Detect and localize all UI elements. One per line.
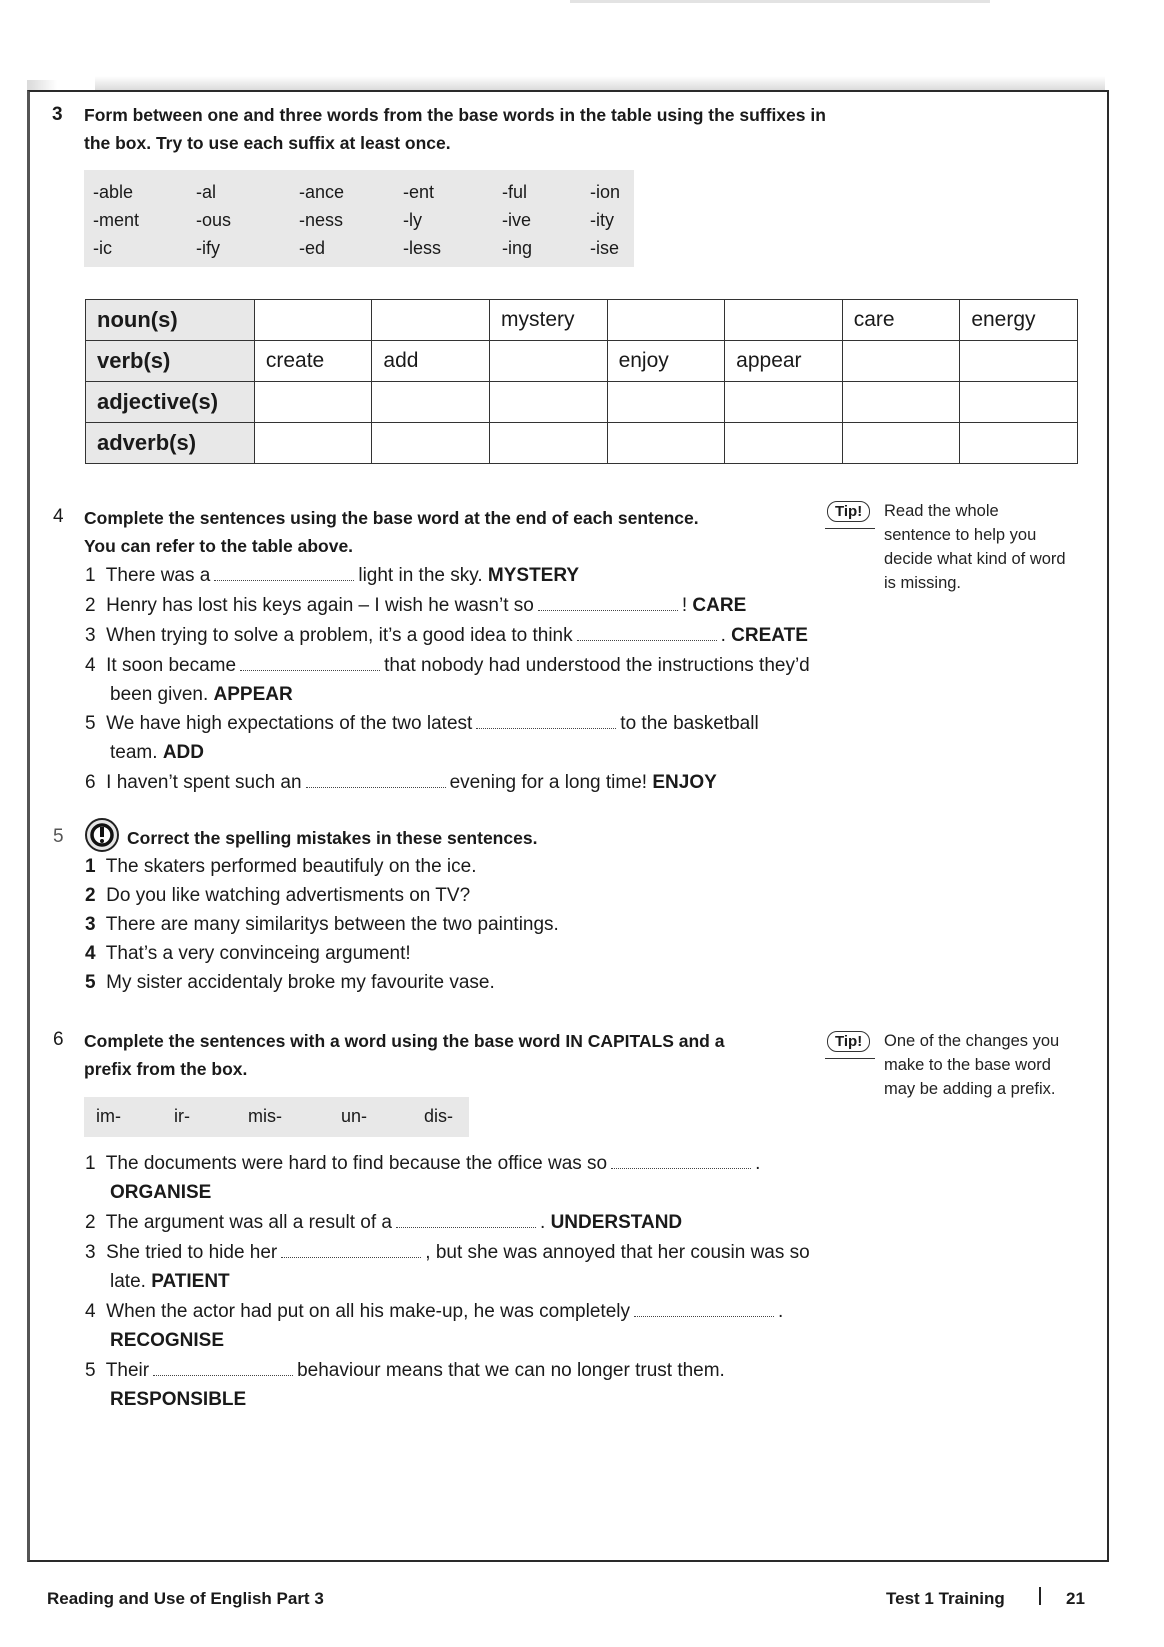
answer-blank[interactable]	[611, 1152, 751, 1169]
table-cell[interactable]	[490, 382, 608, 423]
suffix: -ing	[502, 238, 533, 258]
table-cell[interactable]	[372, 382, 490, 423]
answer-blank[interactable]	[240, 654, 380, 671]
table-cell[interactable]: mystery	[490, 300, 608, 341]
suffix: -ed	[299, 238, 326, 258]
table-cell[interactable]: care	[842, 300, 960, 341]
table-cell[interactable]	[607, 382, 725, 423]
page-number: 21	[1066, 1589, 1085, 1608]
table-row	[86, 341, 1078, 382]
list-item: 5 My sister accidentaly broke my favourite vase.	[85, 972, 495, 993]
tip-text-4: Read the whole sentence to help you decide what kind of word is missing.	[884, 502, 1066, 592]
answer-blank[interactable]	[214, 564, 354, 581]
exercise-6-number: 6	[53, 1029, 64, 1050]
tip-text-6: One of the changes you make to the base word may be adding a prefix.	[884, 1032, 1060, 1098]
exercise-6-instruction: Complete the sentences with a word using the base word IN CAPITALS and a prefix from the box.	[84, 1031, 725, 1079]
table-cell[interactable]: appear	[725, 341, 843, 382]
answer-blank[interactable]	[476, 712, 616, 729]
row-label: noun(s)	[86, 300, 255, 341]
table-cell[interactable]	[960, 382, 1078, 423]
table-cell[interactable]	[372, 423, 490, 464]
table-cell[interactable]	[960, 423, 1078, 464]
suffix: -ic	[93, 238, 112, 258]
table-cell[interactable]	[607, 300, 725, 341]
exercise-3-number: 3	[52, 104, 63, 125]
table-cell[interactable]	[842, 382, 960, 423]
ex6-sentence-3: 3 She tried to hide her , but she was annoyed that her cousin was so late. PATIENT	[85, 1242, 810, 1292]
suffix: -ify	[196, 238, 220, 258]
table-cell[interactable]	[254, 382, 372, 423]
answer-blank[interactable]	[153, 1359, 293, 1376]
suffix: -less	[403, 238, 442, 258]
table-cell[interactable]	[372, 300, 490, 341]
suffix: -ness	[299, 210, 344, 230]
prefix-box	[84, 1097, 469, 1137]
table-cell[interactable]	[607, 423, 725, 464]
exercise-4-instruction: Complete the sentences using the base word at the end of each sentence. You can refer to the table above.	[84, 508, 699, 556]
table-row	[86, 382, 1078, 423]
exercise-4-number: 4	[53, 506, 64, 527]
suffix: -ance	[299, 182, 345, 202]
top-scan-line	[570, 0, 990, 3]
row-label: adverb(s)	[86, 423, 255, 464]
table-cell[interactable]	[842, 423, 960, 464]
table-cell[interactable]: energy	[960, 300, 1078, 341]
prefix: mis-	[248, 1106, 282, 1126]
ex4-sentence-1: 1 There was a light in the sky. MYSTERY	[85, 565, 580, 586]
table-cell[interactable]	[725, 300, 843, 341]
tip-badge: Tip!	[827, 501, 870, 522]
table-row	[86, 423, 1078, 464]
answer-blank[interactable]	[396, 1211, 536, 1228]
table-cell[interactable]: create	[254, 341, 372, 382]
table-cell[interactable]	[960, 341, 1078, 382]
table-cell[interactable]	[725, 423, 843, 464]
table-cell[interactable]	[490, 341, 608, 382]
ex6-sentence-5: 5 Their behaviour means that we can no longer trust them. RESPONSIBLE	[85, 1360, 725, 1410]
ex4-sentence-2: 2 Henry has lost his keys again – I wish he wasn’t so ! CARE	[85, 595, 747, 616]
prefix: dis-	[424, 1106, 454, 1126]
answer-blank[interactable]	[538, 594, 678, 611]
tip-box-4	[827, 503, 870, 521]
ex6-sentence-2: 2 The argument was all a result of a . UNDERSTAND	[85, 1212, 683, 1233]
footer-section-title: Reading and Use of English Part 3	[47, 1589, 324, 1608]
word-formation-table	[85, 299, 1078, 464]
suffix: -ment	[93, 210, 140, 230]
suffix: -able	[93, 182, 134, 202]
footer-divider	[1039, 1587, 1041, 1605]
list-item: 2 Do you like watching advertisments on TV?	[85, 885, 471, 906]
row-label: verb(s)	[86, 341, 255, 382]
prefix: im-	[96, 1106, 121, 1126]
list-item: 4 That’s a very convinceing argument!	[85, 943, 411, 964]
prefix: ir-	[174, 1106, 190, 1126]
table-cell[interactable]	[842, 341, 960, 382]
tip-badge: Tip!	[827, 1031, 870, 1052]
footer-test-label: Test 1 Training	[886, 1589, 1005, 1608]
suffix: -al	[196, 182, 217, 202]
table-cell[interactable]: add	[372, 341, 490, 382]
suffix: -ly	[403, 210, 422, 230]
exercise-3-instruction: Form between one and three words from the base words in the table using the suffixes in the box. Try to use each suffix at least once.	[84, 105, 826, 153]
table-row	[86, 300, 1078, 341]
suffix: -ful	[502, 182, 528, 202]
ex6-sentence-4: 4 When the actor had put on all his make-up, he was completely . RECOGNISE	[85, 1301, 784, 1351]
prefix: un-	[341, 1106, 368, 1126]
error-warning-icon	[84, 817, 120, 853]
ex4-sentence-6: 6 I haven’t spent such an evening for a long time! ENJOY	[85, 772, 717, 793]
row-label: adjective(s)	[86, 382, 255, 423]
tip-rule	[825, 1058, 875, 1059]
answer-blank[interactable]	[634, 1300, 774, 1317]
suffix: -ive	[502, 210, 532, 230]
table-cell[interactable]	[490, 423, 608, 464]
ex6-sentence-1: 1 The documents were hard to find because the office was so . ORGANISE	[85, 1153, 761, 1203]
exercise-5-instruction: Correct the spelling mistakes in these sentences.	[127, 828, 538, 848]
exercise-5-number: 5	[53, 826, 64, 847]
answer-blank[interactable]	[281, 1241, 421, 1258]
suffix: -ous	[196, 210, 232, 230]
ex4-sentence-5: 5 We have high expectations of the two latest to the basketball team. ADD	[85, 713, 759, 763]
table-cell[interactable]: enjoy	[607, 341, 725, 382]
suffix: -ent	[403, 182, 435, 202]
table-cell[interactable]	[725, 382, 843, 423]
answer-blank[interactable]	[577, 624, 717, 641]
list-item: 3 There are many similaritys between the two paintings.	[85, 914, 559, 935]
ex5-list	[85, 852, 885, 997]
suffix: -ise	[590, 238, 620, 258]
suffix: -ity	[590, 210, 614, 230]
ex4-sentence-3: 3 When trying to solve a problem, it’s a good idea to think . CREATE	[85, 625, 808, 646]
ex4-sentence-4: 4 It soon became that nobody had understood the instructions they’d been given. APPEAR	[85, 655, 810, 705]
table-cell[interactable]	[254, 300, 372, 341]
suffix: -ion	[590, 182, 621, 202]
list-item: 1 The skaters performed beautifuly on the ice.	[85, 856, 477, 877]
answer-blank[interactable]	[306, 771, 446, 788]
tip-box-6	[827, 1033, 870, 1051]
tip-rule	[825, 528, 875, 529]
suffix-box	[84, 170, 634, 267]
table-cell[interactable]	[254, 423, 372, 464]
